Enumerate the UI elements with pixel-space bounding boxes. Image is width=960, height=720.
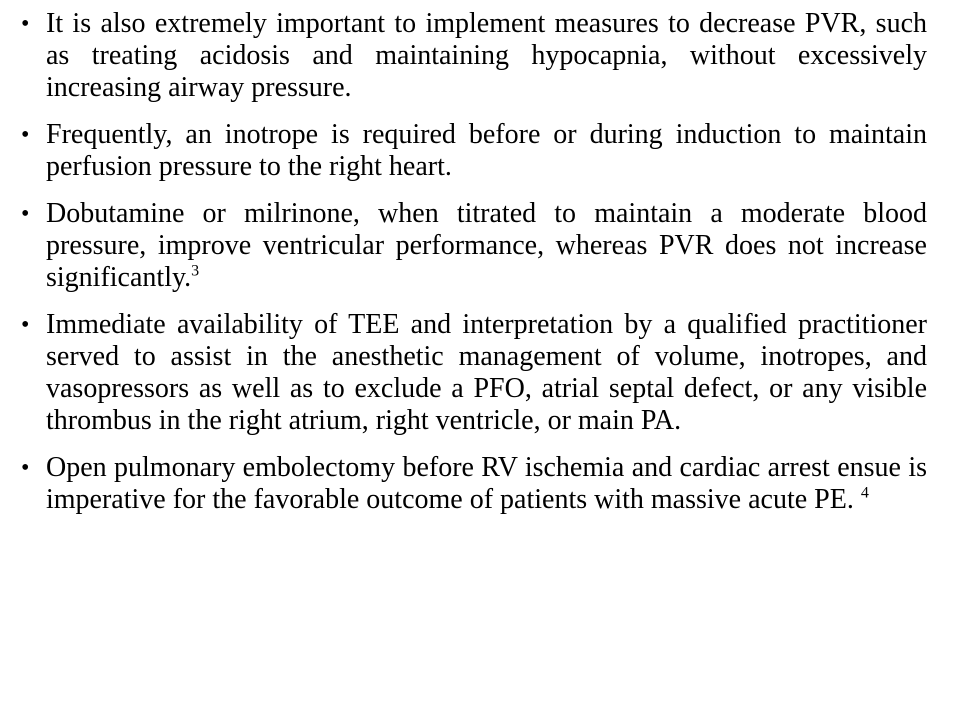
- bullet-text: Dobutamine or milrinone, when titrated to maintain a moderate blood pressure, improve ventricular performance, whereas PVR does not increase significantly.: [46, 198, 927, 293]
- bullet-item: [21, 198, 927, 294]
- bullet-icon: •: [21, 11, 30, 37]
- bullet-item: [21, 452, 927, 516]
- bullet-text: Frequently, an inotrope is required before or during induction to maintain perfusion pressure to the right heart.: [46, 119, 927, 182]
- bullet-icon: •: [21, 455, 30, 481]
- bullet-item: [21, 309, 927, 437]
- bullet-list: [21, 8, 927, 531]
- citation-ref: 3: [191, 262, 200, 280]
- bullet-item: [21, 8, 927, 104]
- bullet-icon: •: [21, 312, 30, 338]
- bullet-item: [21, 119, 927, 183]
- bullet-text: It is also extremely important to implement measures to decrease PVR, such as treating acidosis and maintaining hypocapnia, without excessively increasing airway pressure.: [46, 8, 927, 103]
- bullet-text: Immediate availability of TEE and interpretation by a qualified practitioner served to assist in the anesthetic management of volume, inotropes, and vasopressors as well as to exclude a PFO, atrial septal defect, or any visible thrombus in the right atrium, right ventricle, or main PA.: [46, 309, 927, 436]
- bullet-icon: •: [21, 122, 30, 148]
- bullet-text: Open pulmonary embolectomy before RV ischemia and cardiac arrest ensue is imperative for the favorable outcome of patients with massive acute PE.: [46, 452, 927, 515]
- bullet-icon: •: [21, 201, 30, 227]
- citation-ref: 4: [860, 484, 869, 502]
